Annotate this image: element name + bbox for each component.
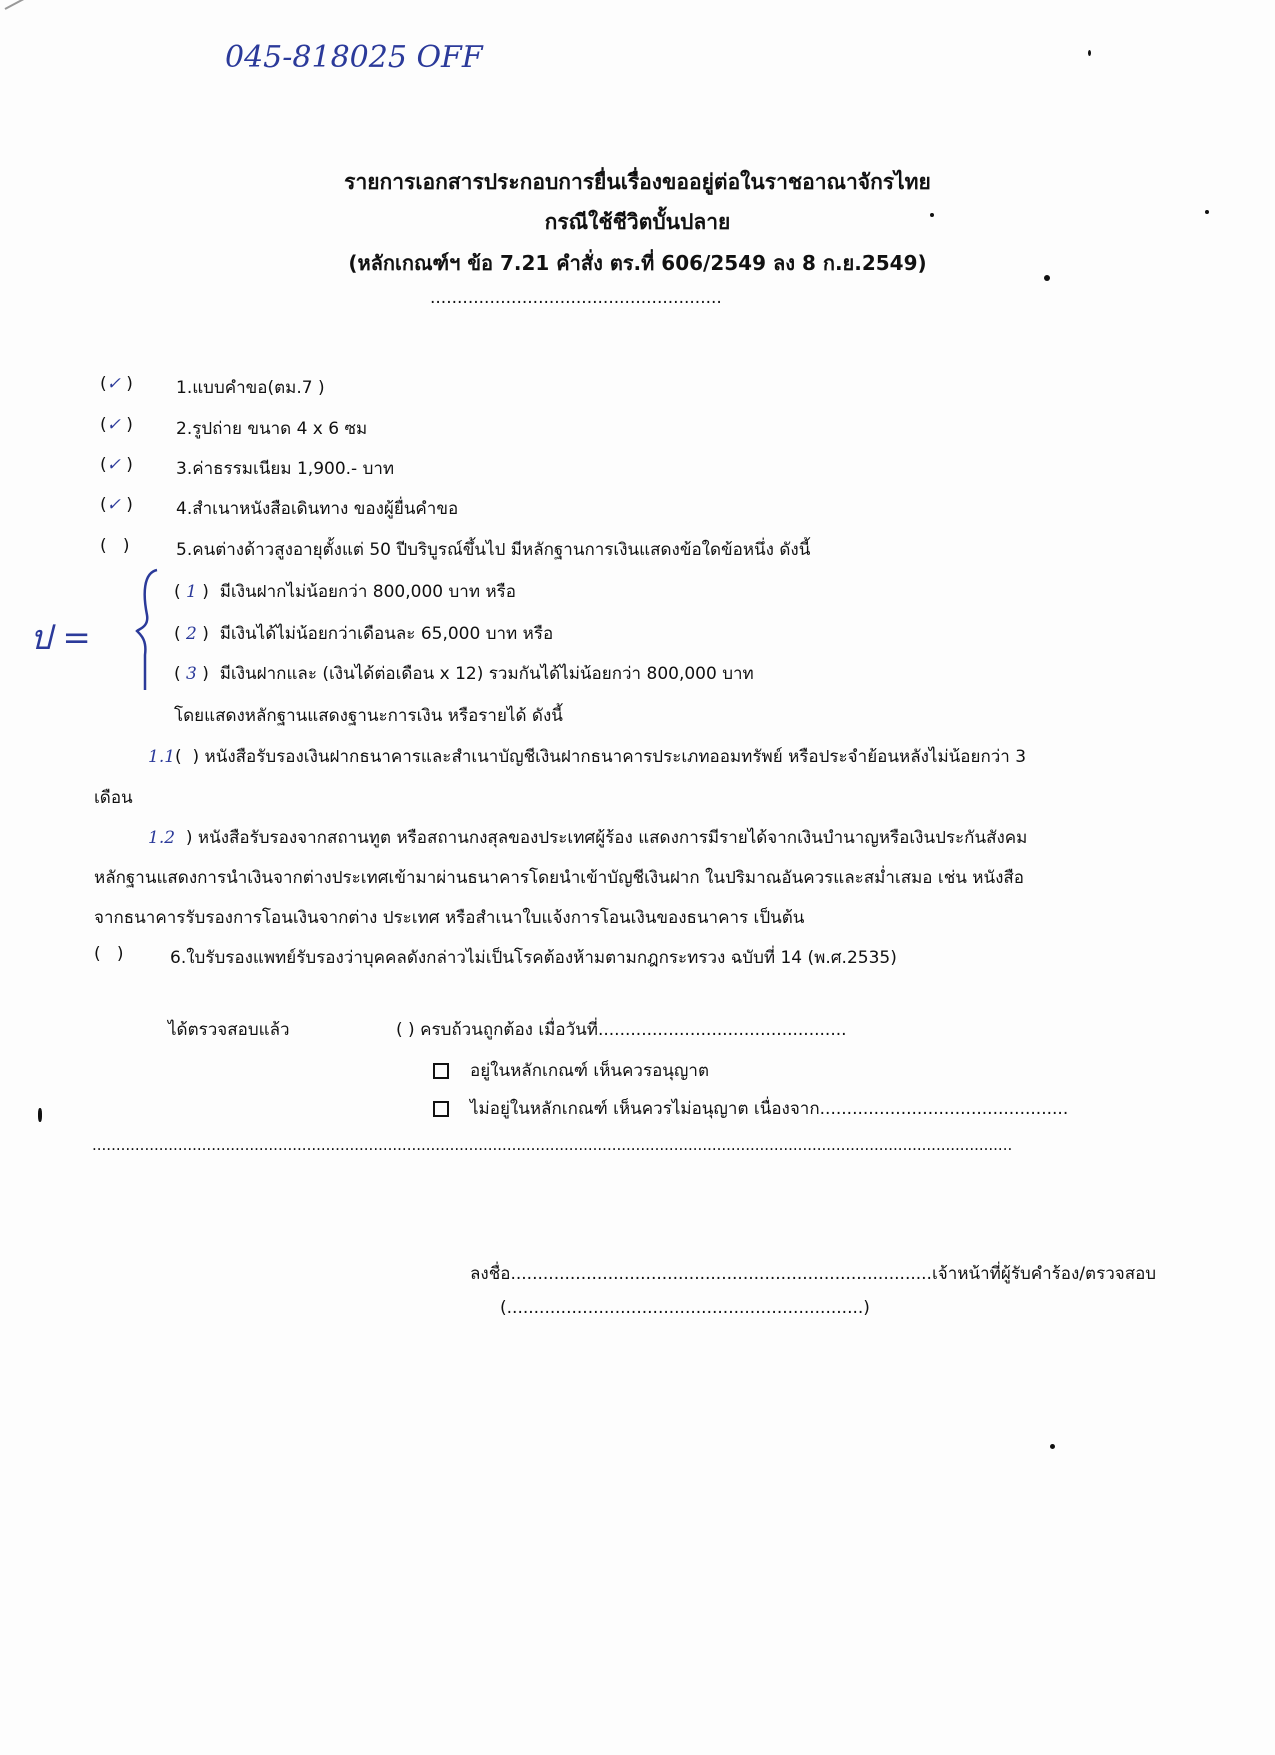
item-1-text: 1.แบบคำขอ(ตม.7 ) xyxy=(176,378,325,398)
scan-speck xyxy=(1088,50,1091,56)
item-3-text: 3.ค่าธรรมเนียม 1,900.- บาท xyxy=(176,459,395,479)
item-5-checkbox[interactable]: ( ) xyxy=(100,536,130,556)
review-complete-field[interactable]: ( ) ครบถ้วนถูกต้อง เมื่อวันที่.............................................. xyxy=(396,1020,847,1040)
option-3: ( 3 ) มีเงินฝากและ (เงินได้ต่อเดือน x 12) รวมกันได้ไม่น้อยกว่า 800,000 บาท xyxy=(174,664,754,684)
evidence-1-line2: เดือน xyxy=(94,788,133,808)
title-divider: ...................................................... xyxy=(430,288,722,308)
item-5-text: 5.คนต่างด้าวสูงอายุตั้งแต่ 50 ปีบริบูรณ์ขึ้นไป มีหลักฐานการเงินแสดงข้อใดข้อหนึ่ง ดังนี้ xyxy=(176,540,811,560)
item-6-checkbox[interactable]: ( ) xyxy=(94,944,124,964)
handwritten-brace-icon xyxy=(135,565,165,695)
scan-speck xyxy=(1044,275,1050,281)
document-title-line2: กรณีใช้ชีวิตบั้นปลาย xyxy=(544,210,731,234)
option-1: ( 1 ) มีเงินฝากไม่น้อยกว่า 800,000 บาท หรือ xyxy=(174,582,516,602)
item-3-checkbox[interactable]: (✓ ) xyxy=(100,455,133,475)
option-2: ( 2 ) มีเงินได้ไม่น้อยกว่าเดือนละ 65,000 บาท หรือ xyxy=(174,624,554,644)
reject-label: ไม่อยู่ในหลักเกณฑ์ เห็นควรไม่อนุญาต เนื่องจาก.............................................. xyxy=(470,1099,1069,1119)
item-4-checkbox[interactable]: (✓ ) xyxy=(100,495,133,515)
item-2-checkbox[interactable]: (✓ ) xyxy=(100,415,133,435)
evidence-intro: โดยแสดงหลักฐานแสดงฐานะการเงิน หรือรายได้ ดังนี้ xyxy=(174,706,563,726)
handwritten-phone-note: 045-818025 OFF xyxy=(225,40,483,75)
scan-speck xyxy=(930,213,934,217)
document-title-line1: รายการเอกสารประกอบการยื่นเรื่องขออยู่ต่อในราชอาณาจักรไทย xyxy=(344,170,931,194)
signature-name-field[interactable]: (..................................................................) xyxy=(500,1298,870,1318)
scan-speck xyxy=(1050,1444,1055,1449)
corner-scratch-line xyxy=(5,0,138,10)
scan-speck xyxy=(38,1108,42,1122)
evidence-2-line3: จากธนาคารรับรองการโอนเงินจากต่าง ประเทศ หรือสำเนาใบแจ้งการโอนเงินของธนาคาร เป็นต้น xyxy=(94,908,805,928)
approve-label: อยู่ในหลักเกณฑ์ เห็นควรอนุญาต xyxy=(470,1061,709,1081)
review-separator: ................................................................................................................................................................................................. xyxy=(92,1136,1013,1154)
item-4-text: 4.สำเนาหนังสือเดินทาง ของผู้ยื่นคำขอ xyxy=(176,499,459,519)
signature-line[interactable]: ลงชื่อ..............................................................................เจ้าหน้าที่ผู้รับคำร้อง/ตรวจสอบ xyxy=(470,1264,1157,1284)
evidence-1-line1: 1.1( ) หนังสือรับรองเงินฝากธนาคารและสำเนาบัญชีเงินฝากธนาคารประเภทออมทรัพย์ หรือประจำย้อนหลังไม่น้อยกว่า 3 xyxy=(148,747,1027,767)
reject-checkbox[interactable] xyxy=(433,1101,449,1121)
document-title-line3: (หลักเกณฑ์ฯ ข้อ 7.21 คำสั่ง ตร.ที่ 606/2549 ลง 8 ก.ย.2549) xyxy=(348,251,927,275)
handwritten-bracket-note: ป = xyxy=(30,618,91,658)
item-2-text: 2.รูปถ่าย ขนาด 4 x 6 ซม xyxy=(176,419,368,439)
item-1-checkbox[interactable]: (✓ ) xyxy=(100,374,133,394)
approve-checkbox[interactable] xyxy=(433,1063,449,1083)
review-label: ได้ตรวจสอบแล้ว xyxy=(168,1020,290,1040)
evidence-2-line2: หลักฐานแสดงการนำเงินจากต่างประเทศเข้ามาผ่านธนาคารโดยนำเข้าบัญชีเงินฝาก ในปริมาณอันควรและสม่ำเสมอ เช่น หนังสือ xyxy=(94,868,1025,888)
evidence-2-line1: 1.2 ) หนังสือรับรองจากสถานทูต หรือสถานกงสุลของประเทศผู้ร้อง แสดงการมีรายได้จากเงินบำนาญหรือเงินประกันสังคม xyxy=(148,828,1028,848)
item-6-text: 6.ใบรับรองแพทย์รับรองว่าบุคคลดังกล่าวไม่เป็นโรคต้องห้ามตามกฎกระทรวง ฉบับที่ 14 (พ.ศ.2535) xyxy=(170,948,897,968)
scan-speck xyxy=(1205,210,1209,214)
